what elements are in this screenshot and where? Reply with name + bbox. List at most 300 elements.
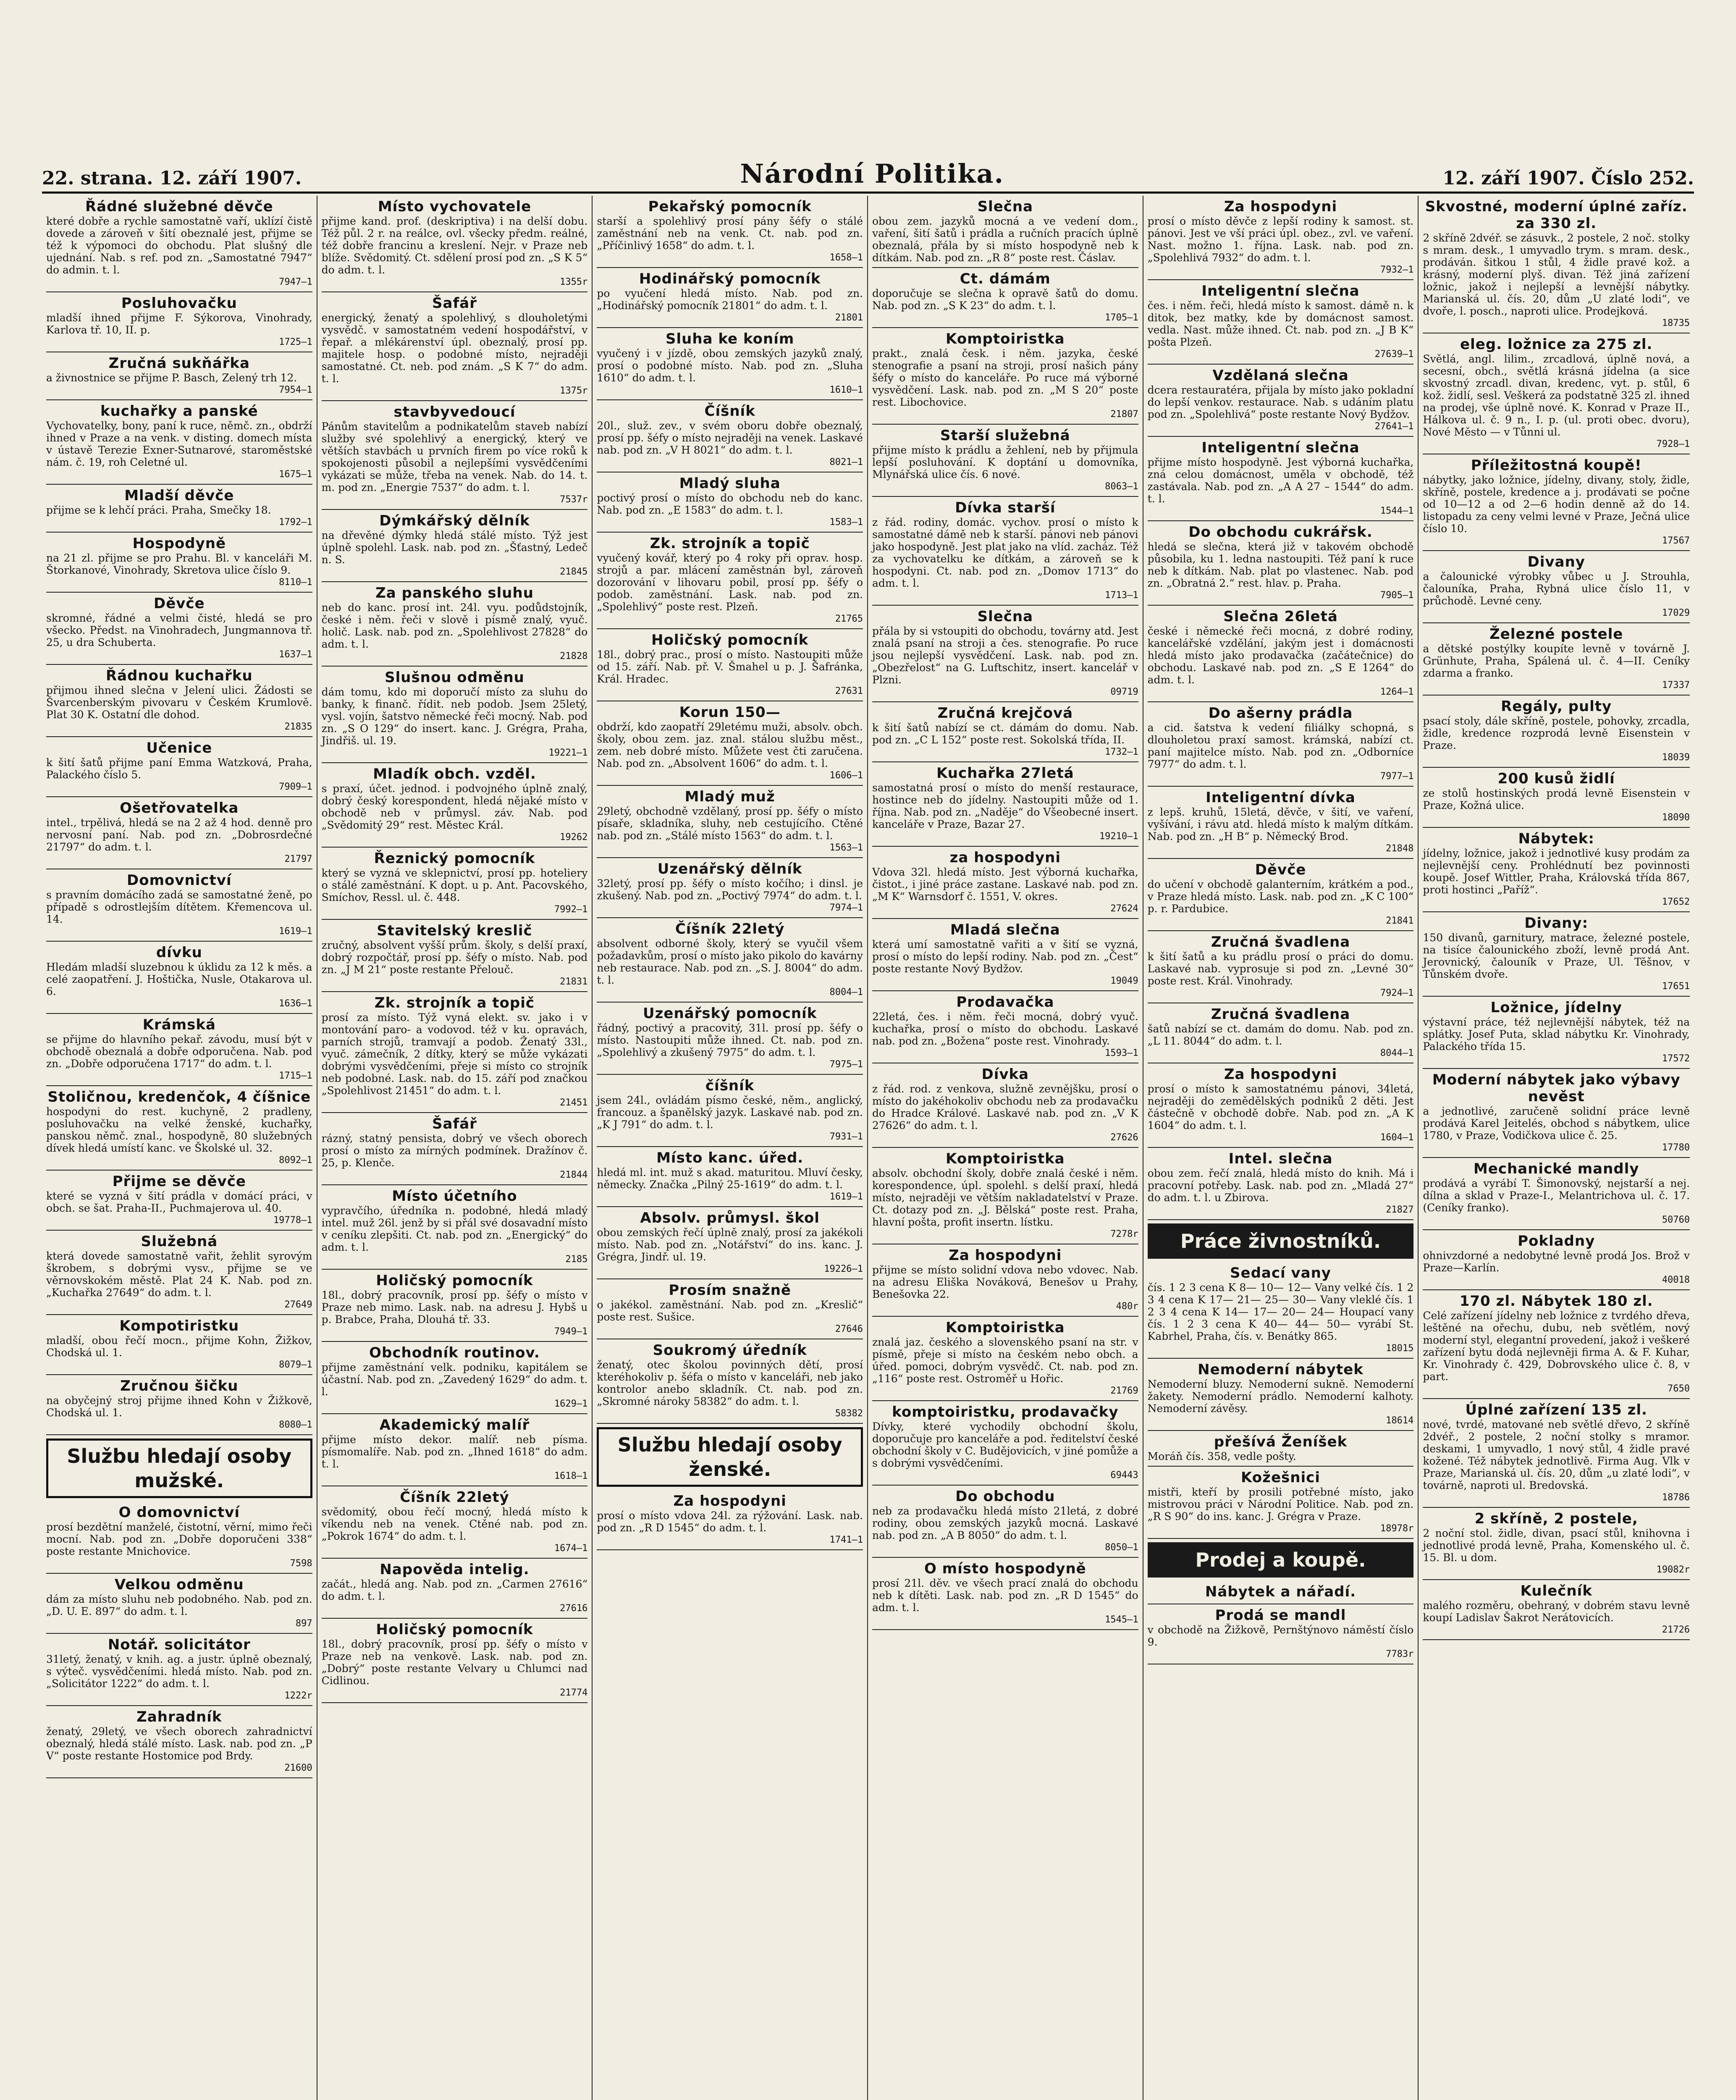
ad-code: 7931—1 [829,1131,863,1142]
ad-heading: Prodá se mandl [1215,1607,1346,1624]
classified-ad [46,400,312,485]
ad-heading: O místo hospodyně [924,1560,1086,1577]
page-header [42,155,1694,189]
ad-code: 21828 [560,651,588,662]
ad-code: 17572 [1662,1053,1690,1064]
ad-heading: Dívka starší [955,499,1056,516]
ad-heading: Komptoiristka [946,331,1065,347]
ad-heading: Holičský pomocník [376,1621,533,1638]
ad-heading: Za hospodyni [673,1493,787,1509]
ad-text: Celé zařízení jídelny neb ložnice z tvrdého dřeva, leštěné na ořechu, dubu, neb světlém, nový moderní styl, elegantní provedení, jakož i veškeré zařízení bytu dodá nejlevněji firma A. & F. Kuhar, Kr. Vinohrady č. 429, Dobrovského ulice č. 8, v part. [1423,1310,1690,1383]
ad-code: 8063—1 [1105,481,1138,492]
ad-heading: Za panského sluhu [375,585,534,601]
ad-heading: Zručná krejčová [937,705,1073,722]
classified-ad [872,606,1138,702]
ad-heading: Vzdělaná slečna [1212,367,1349,384]
classified-ad [1148,702,1414,787]
ad-code: 1375r [560,386,588,396]
ad-heading: Slečna [977,608,1033,625]
ad-heading: Velkou odměnu [114,1576,244,1593]
ad-heading: Komptoiristka [946,1319,1065,1336]
classified-ad [322,1414,588,1486]
ad-heading: Číšník [704,403,755,420]
ad-code: 18039 [1662,752,1690,763]
ad-heading: 170 zl. Nábytek 180 zl. [1459,1293,1653,1310]
ad-code: 27626 [1110,1132,1138,1143]
classified-ad [1148,931,1414,1003]
ad-code: 19221—1 [548,748,588,758]
ad-text: Vychovatelky, bony, paní k ruce, němč. zn., obdrží ihned v Praze a na venk. v disting. domech místa v ústavě Terezie Exner-Sutnarové, staroměstské nám. č. 19, roh Celetné ul. [46,420,312,468]
ad-heading: Skvostné, moderní úplné zaříz. za 330 zl. [1425,198,1688,232]
ad-heading: Kompotiristku [119,1318,239,1334]
classified-ad [322,1619,588,1703]
ad-code: 1629—1 [554,1399,588,1409]
ad-heading: Holičský pomocník [651,632,809,648]
ad-text: vypravčího, úředníka n. podobné, hledá mladý intel. muž 26l. jenž by si přál své dosavadní místo v ceníku zlepšiti. Ct. nab. pod zn. „Energický“ do adm. t. l. [321,1205,588,1253]
classified-ad [1423,551,1690,623]
ad-code: 21774 [560,1688,588,1698]
classified-ad [322,1342,588,1414]
ad-heading: Dívka [981,1066,1029,1083]
ad-heading: Děvče [1255,861,1306,878]
classified-ad [1423,828,1690,912]
ad-text: přijme místo dekor. malíř. neb písma. písmomalíře. Nab. pod zn. „Ihned 1618“ do adm. t. l. [321,1433,588,1470]
classified-ad [46,1231,312,1315]
ad-heading: Šafář [432,295,477,312]
ad-text: z řád. rodiny, domác. vychov. prosí o místo k samostatné dámě neb k starší. pánovi neb pánovi jako hospodyně. Jest plat jako na vlíd. zacház. Též za vychovatelku ke dítkám, a zároveň se k hospodyni. Ct. nab. pod zn. „Domov 1713“ do adm. t. l. [872,516,1138,589]
column-3 [593,196,868,2100]
classified-ad [1148,1063,1414,1148]
ad-code: 27624 [1110,903,1138,914]
classified-ad [1423,768,1690,828]
column-4 [868,196,1143,2100]
classified-ad [322,510,588,582]
classifieds-columns [42,196,1694,2100]
ad-code: 1583—1 [829,517,863,528]
classified-ad [597,328,863,400]
ad-code: 1618—1 [554,1471,588,1481]
ad-code: 1606—1 [829,770,863,781]
classified-ad [46,196,312,292]
ad-code: 7977—1 [1380,771,1414,782]
classified-ad [322,667,588,763]
ad-text: 18l., dobrý prac., prosí o místo. Nastoupiti může od 15. září. Nab. př. V. Šmahel u p. J. Šafránka, Král. Hradec. [597,648,863,685]
classified-ad [46,665,312,737]
ad-heading: Zk. strojník a topič [650,535,810,552]
ad-heading: Krámská [142,1016,216,1033]
classified-ad [46,485,312,533]
ad-text: dcera restauratéra, přijala by místo jako pokladní do lepší venkov. restaurace. Nab. s udáním platu pod zn. „Spolehlivá“ poste restante Nový Bydžov. [1147,384,1414,420]
ad-heading: Regály, pulty [1501,698,1612,715]
classified-ad [1148,437,1414,521]
ad-code: 19049 [1110,976,1138,986]
classified-ad [46,869,312,942]
classified-ad [1148,1359,1414,1431]
classified-ad [597,1147,863,1207]
ad-text: obou zem. jazyků mocná a ve vedení dom., vaření, šití šatů i prádla a ručních pracích úplně obeznalá, přála by si místo hospodyně neb k dítkám. Nab. pod zn. „R 8“ poste rest. Čáslav. [872,215,1138,264]
ad-text: 18l., dobrý pracovník, prosí pp. šéfy o místo v Praze neb na venkově. Lask. nab. pod zn. „Dobrý“ poste restante Velvary u Chlumci nad Cidlinou. [321,1638,588,1687]
section-banner: Službu hledají osoby mužské. [46,1438,312,1498]
ad-text: k šití šatů nabízí se ct. dámám do domu. Nab. pod zn. „C L 152“ poste rest. Sokolská třída, II. [872,722,1138,746]
ad-heading: Děvče [153,595,205,612]
classified-ad [1148,280,1414,365]
ad-code: 21797 [284,854,312,864]
ad-code: 8110—1 [279,577,312,588]
ad-code: 18015 [1386,1343,1414,1354]
classified-ad [1148,1467,1414,1539]
classified-ad [872,1401,1138,1486]
classified-ad [46,1014,312,1086]
ad-text: neb za prodavačku hledá místo 21letá, z dobré rodiny, obou zemských jazyků mocná. Laskavé nab. pod zn. „A B 8050“ do adm. t. l. [872,1505,1138,1541]
ad-text: k šití šatů a ku prádlu prosí o práci do domu. Laskavé nab. vyprosuje si pod zn. „Levné 30“ poste rest. Král. Vinohrady. [1147,950,1414,987]
classified-ad [1423,997,1690,1069]
classified-ad [1148,1148,1414,1220]
ads-list-3 [1148,1581,1414,1664]
ad-code: 18786 [1662,1492,1690,1503]
classified-ad [46,1171,312,1231]
ad-text: intel., trpělivá, hledá se na 2 až 4 hod. denně pro nervosní paní. Nab. pod zn. „Dobrosrdečné 21797“ do adm. t. l. [46,816,312,853]
ad-text: nové, tvrdé, matované neb světlé dřevo, 2 skříně 2dvéř., 2 postele, 2 noční stolky s mramor. deskami, 1 umyvadlo, 1 nový stůl, 4 židle pravé kožené. Též nábytek jednotlivě. Firma Aug. Vlk v Praze, Marianská ul. čís. 20, dům „u zlaté lodi“, v továrně, naproti ul. Bredovská. [1423,1418,1690,1491]
ad-text: na dřevěné dýmky hledá stálé místo. Týž jest úplně spolehl. Lask. nab. pod zn. „Šťastný, Ledeč n. S. [321,529,588,566]
ads-list [322,196,588,1703]
ad-heading: Zručná švadlena [1211,1006,1351,1023]
ad-heading: Nábytek: [1518,830,1594,847]
ad-code: 7650 [1668,1383,1690,1394]
ad-code: 8080—1 [279,1420,312,1430]
classified-ad [597,268,863,328]
ad-text: malého rozměru, obehraný, v dobrém stavu levně koupí Ladislav Šakrot Nerátovicích. [1423,1599,1690,1624]
ad-heading: Inteligentní dívka [1206,789,1356,806]
ad-text: ženatý, otec školou povinných dětí, prosí kteréhokoliv p. šéfa o místo v kanceláři, neb jako kontrolor anebo skladník. Ct. nab. pod zn. „Skromné nároky 58382“ do adm. t. l. [597,1359,863,1407]
classified-ad [1148,1003,1414,1063]
ad-code: 21801 [835,312,863,323]
ad-text: hledá ml. int. muž s akad. maturitou. Mluví česky, německy. Značka „Pilný 25-1619“ do adm. t. l. [597,1166,863,1191]
ad-text: Světlá, angl. lilim., zrcadlová, úplně nová, a secesní, obch., světlá krásná jídelna (a sice skvostný zrcadl. divan, kredenc, vyt. p. stůl, 6 kož. židlí, sesl. Veškerá za podstatně 325 zl. ihned na prodej, vše úplně nové. K. Konrad v Praze II., Hálkova ul. č. 9 n., I. p. (ul. proti obec. dvoru), Nové Město — v Tůnni ul. [1423,353,1690,438]
ad-text: a dětské postýlky koupíte levně v továrně J. Grünhute, Praha, Spálená ul. č. 4—II. Ceníky zdarma a franko. [1423,643,1690,679]
ad-heading: Divany: [1524,915,1589,932]
classified-ad [872,1558,1138,1630]
ads-list-2 [46,1502,312,1778]
ad-text: začát., hledá ang. Nab. pod zn. „Carmen 27616“ do adm. t. l. [321,1578,588,1602]
classified-ad [46,1502,312,1574]
ad-heading: Kuchařka 27letá [936,765,1074,782]
ad-text: Pánům stavitelům a podnikatelům staveb nabízí služby své spolehlivý a energický, který ve větších stavbách u prvních firem po více roků k spokojenosti působil a nejlepšími vysvědčeními vykázati se může, třeba na venek. Nab. do 14. t. m. pod zn. „Energie 7537“ do adm. t. l. [321,420,588,494]
ad-heading: Zahradník [136,1709,222,1725]
ad-heading: Stavitelský kreslič [377,922,532,939]
ad-text: 22letá, čes. i něm. řeči mocná, dobrý vyuč. kuchařka, prosí o místo do obchodu. Laskavé nab. pod zn. „Božena“ poste rest. Vinohrady. [872,1011,1138,1047]
ad-code: 21726 [1662,1625,1690,1635]
ad-heading: Učenice [146,740,212,756]
classified-ad [597,400,863,472]
classified-ad [46,1634,312,1706]
ad-code: 7598 [290,1558,312,1569]
ad-code: 19226—1 [824,1264,863,1274]
ad-text: prosí o místo vdova 24l. za rýžování. Lask. nab. pod zn. „R D 1545“ do adm. t. l. [597,1509,863,1534]
ad-heading: Dýmkářský dělník [379,512,530,529]
ad-text: a cid. šatstva k vedení filiálky schopná, s dlouholetou praxí samost. krámská, nabízí ct. paní majitelce místo. Nab. pod zn. „Odborníce 7977“ do adm. t. l. [1147,722,1414,770]
ad-heading: Notář. solicitátor [108,1636,251,1653]
ad-text: přijme místo hospodyně. Jest výborná kuchařka, zná celou domácnost, uměla v obchodě, též zastávala. Nab. pod zn. „A A 27 – 1544“ do adm. t. l. [1147,456,1414,505]
ad-text: doporučuje se slečna k opravě šatů do domu. Nab. pod zn. „S K 23“ do adm. t. l. [872,287,1138,312]
ad-code: 27616 [560,1603,588,1614]
ad-heading: Stoličnou, kredenčok, 4 číšnice [47,1089,311,1105]
ad-code: 7537r [560,494,588,505]
classified-ad [46,1574,312,1634]
ad-text: psací stoly, dále skříně, postele, pohovky, zrcadla, židle, kredence rozprodá levně Eisenstein v Praze. [1423,715,1690,751]
ad-text: prosí bezdětní manželé, čistotní, věrní, mimo řeči mocní. Nab. pod zn. „Dobře doporučeni 338“ poste restante Mnichovice. [46,1521,312,1557]
ad-code: 7905—1 [1380,590,1414,601]
section-banner: Službu hledají osoby ženské. [597,1427,863,1487]
ad-heading: Řeznický pomocník [374,850,535,867]
ad-code: 1636—1 [279,998,312,1009]
ad-text: Moráň čís. 358, vedle pošty. [1147,1450,1296,1462]
classified-ad [1148,521,1414,606]
classified-ad [1423,454,1690,551]
ad-text: prakt., znalá česk. i něm. jazyka, české stenografie a psaní na stroji, prosí našich pány šéfy o místo do kanceláře. Po ruce má výborné vysvědčení. Lask. nab. pod zn. „M S 20“ poste rest. Libochovice. [872,347,1138,408]
ad-code: 1792—1 [279,517,312,528]
ad-heading: Úplné zařízení 135 zl. [1465,1402,1647,1418]
ad-heading: Služebná [141,1233,218,1250]
ad-heading: Železné postele [1489,626,1623,643]
classified-ad [872,1486,1138,1558]
ads-list [872,196,1138,1630]
ad-code: 1264—1 [1380,687,1414,697]
ad-text: ohnivzdorné a nedobytné levně prodá Jos. Brož v Praze—Karlín. [1423,1250,1690,1274]
ads-list [1148,196,1414,1220]
ad-text: která dovede samostatně vařit, žehlit syrovým škrobem, s dobrými vysv., přijme se ve věrnovskokém městě. Plat 24 K. Nab. pod zn. „Kuchařka 27649“ do adm. t. l. [46,1250,312,1299]
ad-text: s pravním domácího zadá se samostatné ženě, po případě s odrostlejším dítětem. Křemencova ul. 14. [46,889,312,925]
ad-text: z lepš. kruhů, 15letá, děvče, v šití, ve vaření, vyšívání, i rávu atd. hledá místo k malým dítkám. Nab. pod zn. „H B“ p. Německý Brod. [1147,806,1414,843]
ad-heading: Nábytek a nářadí. [1205,1583,1356,1600]
ads-list [597,196,863,1424]
ad-code: 897 [295,1618,312,1629]
ad-code: 7928—1 [1656,439,1690,449]
classified-ad [597,1339,863,1424]
ad-text: na 21 zl. přijme se pro Prahu. Bl. v kanceláři M. Štorkanové, Vinohrady, Skretova ulice číslo 9. [46,552,312,576]
ad-code: 1593—1 [1105,1048,1138,1058]
ad-text: které dobře a rychle samostatně vaří, uklízí čistě dovede a zároveň v šití obeznalé jest, přijme se též k výpomoci do obchodu. Plat slušný dle ujednání. Nab. s ref. pod zn. „Samostatné 7947“ do admin. t. l. [46,215,312,276]
ad-text: vyučený kovář, který po 4 roky při oprav. hosp. strojů a par. mlácení zaměstnán byl, zároveň dozorování v lihovaru pobil, prosí pp. šéfy o podob. zaměstnání. Lask. nab. pod zn. „Spolehlivý“ poste rest. Plzeň. [597,552,863,613]
ad-heading: Do obchodu cukrářsk. [1188,524,1373,541]
ad-heading: Intel. slečna [1228,1150,1333,1167]
ad-text: Dívky, které vychodily obchodní školu, doporučuje pro kanceláře a pod. ředitelství české obchodní školy v C. Budějovicích, v jiné pomůže a s dobrými vysvědčeními. [872,1420,1138,1469]
classified-ad [1423,623,1690,696]
ad-text: absolv. obchodní školy, dobře znalá české i něm. korespondence, úpl. spolehl. s delší praxí, hledá místo, nejraději ve větším nakladatelství v Praze. Ct. dotazy pod zn. „J. Bělská“ poste rest. Praha, hlavní pošta, profit insertn. lístku. [872,1167,1138,1228]
ad-text: mistři, kteří by prosili potřebné místo, jako mistrovou práci v Národní Politice. Nab. pod zn. „R S 90“ do ins. kanc. J. Grégra v Praze. [1147,1486,1414,1522]
ad-heading: Inteligentní slečna [1201,283,1360,299]
ad-heading: Napověda intelig. [380,1561,530,1578]
classified-ad [1423,1290,1690,1399]
ad-code: 17567 [1662,536,1690,546]
ad-code: 21451 [560,1097,588,1108]
ad-code: 7932—1 [1380,265,1414,275]
ad-text: 2 skříně 2dvéř. se zásuvk., 2 postele, 2 noč. stolky s mram. desk., 1 umyvadlo trym. s mram. desk., prodáván. šitkou 1 stůl, 4 židle pravé kož. a krásný, moderní plyš. divan. Též jiná zařízení ložnic, jakož i nejlepší a levnější nábytky. Marianská ul. čís. 20, dům „U zlaté lodi“, ve dvoře, l. posch., naproti ulice. Prodejková. [1423,232,1690,317]
ad-text: poctivý prosí o místo do obchodu neb do kanc. Nab. pod zn. „E 1583“ do adm. t. l. [597,492,863,516]
ad-code: 1604—1 [1380,1132,1414,1143]
ad-heading: Místo vychovatele [378,198,532,215]
ad-text: prosí o místo k samostatnému pánovi, 34letá, nejraději do zemědělských podniků 2 děti. Jest částečně v obchodě dobře. Nab. pod zn. „A K 1604“ do adm. t. l. [1147,1083,1414,1131]
ad-text: přijme se k lehčí práci. Praha, Smečky 18. [46,504,271,516]
ad-text: dám tomu, kdo mi doporučí místo za sluhu do banky, k finanč. řídit. neb podob. Jsem 25letý, vysl. vojín, šatstvo německé řeči mocný. Nab. pod zn. „S O 129“ do insert. kanc. J. Grégra, Praha, Jindřiš. ul. 19. [321,686,588,747]
section-banner-2: Prodej a koupě. [1148,1542,1414,1578]
ads-list [1423,196,1690,1640]
ad-heading: Pekařský pomocník [648,198,812,215]
ad-text: prosí za místo. Týž vyná elekt. sv. jako i v montování paro- a vodovod. též v ku. opravách, parních strojů, tramvají a podob. Ženatý 33l., vyuč. zámečník, 2 dítky, který se může vykázati dobrými vysvědčeními, přeje si místo co strojník neb podobné. Lask. nab. do 15. září pod značkou „Spolehlivost 21451“ do adm. t. l. [321,1011,588,1097]
ad-heading: Mladý muž [684,788,775,805]
classified-ad [872,268,1138,328]
ad-text: po vyučení hledá místo. Nab. pod zn. „Hodinářský pomocník 21801“ do adm. t. l. [597,287,863,312]
ad-heading: komptoiristku, prodavačky [892,1404,1119,1420]
ad-heading: 2 skříně, 2 postele, [1474,1510,1638,1527]
classified-ad [1423,1508,1690,1580]
ad-text: jsem 24l., ovládám písmo české, něm., anglický, francouz. a španělský jazyk. Laskavé nab. pod zn. „K J 791“ do adm. t. l. [597,1094,863,1131]
ad-code: 27631 [835,686,863,696]
ad-text: české i německé řeči mocná, z dobré rodiny, kancelářské vzdělání, jakým jest i domácnosti hledá místo jako prodavačka (začátečnice) do obchodu. Laskavé nab. pod zn. „S E 1264“ do adm. t. l. [1147,625,1414,686]
ad-text: čes. i něm. řeči, hledá místo k samost. dámě n. k ditok, bez matky, kde by domácnost samost. vedla. Nast. může ihned. Ct. nab. pod zn. „J B K“ pošta Plzeň. [1147,299,1414,348]
ad-code: 18735 [1662,318,1690,328]
ad-heading: stavbyvedoucí [393,404,516,420]
ad-code: 8004—1 [829,987,863,998]
ad-code: 21807 [1110,409,1138,420]
ad-code: 27641—1 [1374,421,1414,432]
ad-text: 150 divanů, garnitury, matrace, železné postele, na tisíce čalounického zboží, levně prodá Ant. Jerovnický, čalouník v Praze, Ul. Těšnov, v Tůnském dvoře. [1423,932,1690,980]
classified-ad [46,352,312,400]
ad-code: 1658—1 [829,252,863,263]
ad-code: 7783r [1386,1649,1414,1659]
ad-code: 8092—1 [279,1155,312,1166]
classified-ad [1423,196,1690,333]
ad-code: 21835 [284,722,312,732]
classified-ad [1423,696,1690,768]
ad-heading: Slušnou odměnu [385,669,524,686]
ad-heading: 200 kusů židlí [1497,770,1615,787]
ad-heading: Soukromý úředník [653,1342,807,1359]
ad-text: které se vyzná v šití prádla v domácí práci, v obch. se šat. Praha-II., Puchmajerova ul. 40. [46,1190,312,1214]
ad-code: 1563—1 [829,843,863,853]
ad-code: 17029 [1662,608,1690,618]
ad-text: 20l., služ. zev., v svém oboru dobře obeznalý, prosí pp. šéfy o místo nejraději na venek. Laskavé nab. pod zn. „V H 8021“ do adm. t. l. [597,420,863,456]
classified-ad [1148,1431,1414,1467]
ad-text: mladší ihned přijme F. Sýkorova, Vinohrady, Karlova tř. 10, II. p. [46,312,312,336]
classified-ad [46,797,312,869]
ad-text: o jakékol. zaměstnání. Nab. pod zn. „Kreslič“ poste rest. Sušice. [597,1299,863,1323]
ad-code: 7949—1 [554,1326,588,1337]
ad-text: 18l., dobrý pracovník, prosí pp. šéfy o místo v Praze neb mimo. Lask. nab. na adresu J. Hybš u p. Brabce, Praha, Dlouhá tř. 33. [321,1289,588,1326]
ad-heading: Akademický malíř [379,1417,530,1433]
ad-code: 18090 [1662,812,1690,823]
ad-text: a jednotlivé, zaručeně solidní práce levně prodává Karel Jeitelés, obchod s nábytkem, ulice 1780, v Praze, Vodičkova ulice č. 25. [1423,1105,1690,1142]
ad-code: 19210—1 [1099,831,1138,842]
ad-text: hledá se slečna, která již v takovém obchodě působila, ku 1. ledna nastoupiti. Též paní k ruce neb k dítkám. Nab. plat po vlastenec. Nab. pod zn. „Obratná 2.“ rest. hlav. p. Praha. [1147,541,1414,589]
classified-ad [1148,1262,1414,1359]
classified-ad [597,1207,863,1279]
ad-code: 17337 [1662,680,1690,690]
classified-ad [872,919,1138,991]
ad-code: 69443 [1110,1470,1138,1480]
classified-ad [597,629,863,701]
classified-ad [322,196,588,292]
ad-heading: Obchodník routinov. [369,1344,540,1361]
ad-text: z řád. rod. z venkova, služně zevnějšku, prosí o místo do jakéhokoliv obchodu neb za prodavačku do Hradce Králové. Laskavé nab. pod zn. „V K 27626“ do adm. t. l. [872,1083,1138,1131]
ad-code: 17651 [1662,981,1690,992]
ad-code: 1713—1 [1105,590,1138,601]
ad-heading: Slečna 26letá [1223,608,1338,625]
column-5 [1143,196,1419,2100]
ad-code: 8079—1 [279,1360,312,1370]
ad-text: energický, ženatý a spolehlivý, s dlouholetými vysvědč. v samostatném vedení hospodářství, v řepař. a mlékárenství úpl. obeznalý, prosí pp. majitele hosp. o podobné místo, nejraději samostatné. Ct. neb. pod znám. „S K 7“ do adm. t. l. [321,312,588,385]
ad-text: přijme místo k prádlu a žehlení, neb by přijmula lepší posluhování. K doptání u domovníka, Mlynářská ulice čís. 6 nové. [872,444,1138,480]
classified-ad [1148,365,1414,437]
ad-code: 21765 [835,614,863,624]
ad-heading: Nemoderní nábytek [1198,1361,1364,1378]
ad-code: 21841 [1386,916,1414,926]
classified-ad [872,1148,1138,1244]
classified-ad [322,1113,588,1185]
ad-heading: eleg. ložnice za 275 zl. [1460,336,1653,353]
classified-ad [322,920,588,992]
classified-ad [872,847,1138,919]
ad-heading: Do obchodu [955,1488,1055,1505]
ad-text: a čalounické výrobky vůbec u J. Strouhla, čalouníka, Praha, Rybná ulice číslo 11, v průchodě. Levné ceny. [1423,570,1690,607]
ad-heading: Uzenářský pomocník [642,1005,817,1022]
classified-ad [322,1486,588,1559]
ad-code: 27646 [835,1324,863,1334]
ad-code: 21845 [560,567,588,577]
ad-text: přijme zaměstnání velk. podniku, kapitálem se účastní. Nab. pod zn. „Zavedený 1629“ do adm. t. l. [321,1361,588,1398]
ad-code: 1675—1 [279,469,312,480]
ad-text: přijme kand. prof. (deskriptiva) i na delší dobu. Též půl. 2 r. na reálce, ovl. všecky předm. reálné, též dobře francinu a kreslení. Nejr. v Praze neb blíže. Svědomitý. Ct. sdělení prosí pod zn. „S K 5“ do adm. t. l. [321,215,588,276]
ad-text: k šití šatů přijme paní Emma Watzková, Praha, Palackého číslo 5. [46,756,312,781]
ad-text: hospodyni do rest. kuchyně, 2 pradleny, posluhovačku na velké ženské, kuchařky, panskou němč. znal., hospodyně, 80 služebných dívek hledá umístí kanc. ve Školské ul. 32. [46,1105,312,1154]
classified-ad [322,763,588,848]
ad-code: 40018 [1662,1275,1690,1285]
ad-text: skromné, řádné a velmi čisté, hledá se pro všecko. Předst. na Vinohradech, Jungmannova tř. 25, u dra Schuberta. [46,612,312,648]
ad-code: 1732—1 [1105,747,1138,757]
classified-ad [597,472,863,533]
ad-text: mladší, obou řečí mocn., přijme Kohn, Žižkov, Chodská ul. 1. [46,1334,312,1359]
ad-text: 29letý, obchodně vzdělaný, prosí pp. šéfy o místo písaře, skladníka, sluhy, neb cestujícího. Ctěné nab. pod zn. „Stálé místo 1563“ do adm. t. l. [597,805,863,842]
ad-text: čís. 1 2 3 cena K 8— 10— 12— Vany velké čís. 1 2 3 4 cena K 17— 21— 25— 30— Vany vleklé čís. 1 2 3 4 cena K 14— 17— 20— 24— Houpací vany čís. 1 2 3 cena K 40— 44— 50— vyrábí St. Kabrhel, Praha, čís. v. Benátky 865. [1147,1281,1414,1342]
ad-heading: Za hospodyni [1224,198,1337,215]
ad-heading: Ložnice, jídelny [1490,999,1622,1016]
classified-ad [46,1086,312,1171]
classified-ad [872,702,1138,762]
ad-text: obou zemských řečí úplně znalý, prosí za jakékoli místo. Nab. pod zn. „Notářství“ do ins. kanc. J. Grégra, Jindř. ul. 19. [597,1226,863,1263]
ad-text: která umí samostatně vařiti a v šití se vyzná, prosí o místo do lepší rodiny. Nab. pod zn. „Čest“ poste restante Nový Bydžov. [872,938,1138,975]
ad-text: absolvent odborné školy, který se vyučil všem požadavkům, prosí o místo jako pikolo do kavárny neb restaurace. Nab. pod zn. „S. J. 8004“ do adm. t. l. [597,937,863,986]
ad-text: na obyčejný stroj přijme ihned Kohn v Žižkově, Chodská ul. 1. [46,1394,312,1419]
ad-code: 8050—1 [1105,1542,1138,1553]
classified-ad [597,918,863,1003]
classified-ad [322,582,588,667]
ad-code: 21831 [560,976,588,987]
ad-heading: Prodavačka [956,994,1054,1011]
classified-ad [1148,859,1414,931]
ad-text: znalá jaz. českého a slovenského psaní na str. v písmě, přeje si místo na českém nebo obch. a úřed. pomoci, dobrým vysvědč. Ct. nab. pod zn. „116“ poste rest. Ostroměř u Hořic. [872,1336,1138,1385]
ad-heading: Příležitostná koupě! [1471,457,1642,474]
ad-text: starší a spolehlivý prosí pány šéfy o stálé zaměstnání neb na venk. Ct. nab. pod zn. „Příčinlivý 1658“ do adm. t. l. [597,215,863,252]
classified-ad [1148,606,1414,702]
classified-ad [1423,1069,1690,1158]
ad-heading: za hospodyni [949,849,1061,866]
ad-text: zručný, absolvent vyšší prům. školy, s delší praxí, dobrý rozpočtář, prosí pp. šéfy o místo. Nab. pod zn. „J M 21“ poste restante Přelouč. [321,939,588,976]
classified-ad [597,701,863,786]
ad-code: 27639—1 [1374,349,1414,360]
classified-ad [597,786,863,858]
ad-heading: Za hospodyni [1224,1066,1337,1083]
classified-ad [322,1559,588,1619]
ad-text: rázný, statný pensista, dobrý ve všech oborech prosí o místo za mírných podmínek. Dražínov č. 25, p. Klenče. [321,1132,588,1169]
